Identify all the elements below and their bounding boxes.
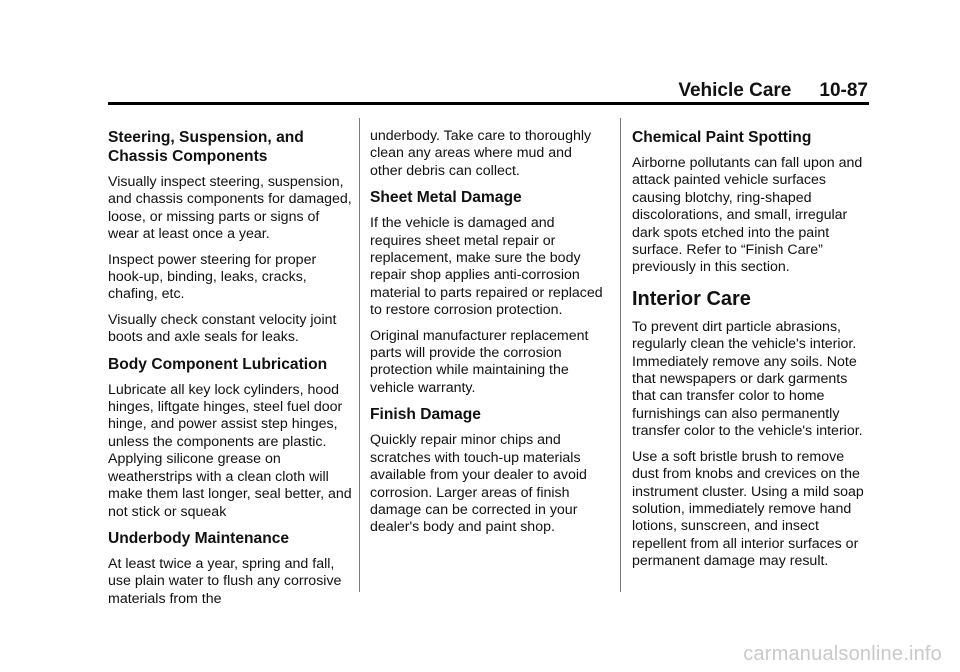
paragraph: Inspect power steering for proper hook-up, binding, leaks, cracks, chafing, etc. — [108, 251, 317, 303]
heading-interior-care: Interior Care — [632, 287, 751, 310]
heading-finish-damage: Finish Damage — [370, 406, 481, 424]
heading-steering: Steering, Suspension, and Chassis Components — [108, 129, 304, 165]
column-left — [108, 128, 352, 616]
paragraph: Use a soft bristle brush to remove dust from knobs and crevices on the instrument cluster. Using a mild soap solution, immediately remove hand lotions, sunscreen, and insect repellent from all interior surfaces or permanent damage may result. — [632, 448, 864, 570]
paragraph: Airborne pollutants can fall upon and attack painted vehicle surfaces causing blotchy, ring-shaped discolorations, and small, irregular dark spots etched into the paint surface. Refer to “Finish Care” previously in this section. — [632, 155, 863, 276]
page-header — [108, 80, 868, 102]
header-rule — [108, 102, 869, 105]
section-title: Vehicle Care — [678, 80, 792, 101]
paragraph: Quickly repair minor chips and scratches with touch-up materials available from your dealer to avoid corrosion. Larger areas of finish damage can be corrected in your dealer's body and paint shop. — [370, 432, 587, 536]
paragraph: Visually check constant velocity joint boots and axle seals for leaks. — [108, 311, 337, 346]
watermark: carmanualsonline.info — [743, 643, 942, 665]
column-middle — [370, 128, 604, 545]
heading-underbody: Underbody Maintenance — [108, 529, 290, 547]
paragraph: At least twice a year, spring and fall, use plain water to flush any corrosive materials from the — [108, 555, 342, 607]
paragraph: Visually inspect steering, suspension, and chassis components for damaged, loose, or missing parts or signs of wear at least once a year. — [108, 174, 352, 243]
paragraph: Lubricate all key lock cylinders, hood hinges, liftgate hinges, steel fuel door hinge, and power assist step hinges, unless the components are plastic. Applying silicone grease on weatherstrips with a clean cloth will make them last longer, seal better, and not stick or squeak — [108, 381, 352, 520]
paragraph: underbody. Take care to thoroughly clean any areas where mud and other debris can collect. — [370, 128, 592, 179]
column-divider — [620, 118, 621, 592]
heading-body-lubrication: Body Component Lubrication — [108, 355, 328, 373]
paragraph: Original manufacturer replacement parts will provide the corrosion protection while maintaining the vehicle warranty. — [370, 327, 589, 396]
column-right — [632, 128, 872, 579]
heading-chemical-spotting: Chemical Paint Spotting — [632, 129, 812, 146]
paragraph: If the vehicle is damaged and requires sheet metal repair or replacement, make sure the body repair shop applies anti-corrosion material to parts repaired or replaced to restore corrosion protection. — [370, 215, 603, 319]
column-divider — [359, 118, 360, 592]
page-number: 10-87 — [819, 80, 868, 101]
heading-sheet-metal: Sheet Metal Damage — [370, 189, 522, 207]
paragraph: To prevent dirt particle abrasions, regularly clean the vehicle's interior. Immediately remove any soils. Note that newspapers or dark garments that can transfer color to home furnishings can also permanently transfer color to the vehicle's interior. — [632, 318, 863, 440]
